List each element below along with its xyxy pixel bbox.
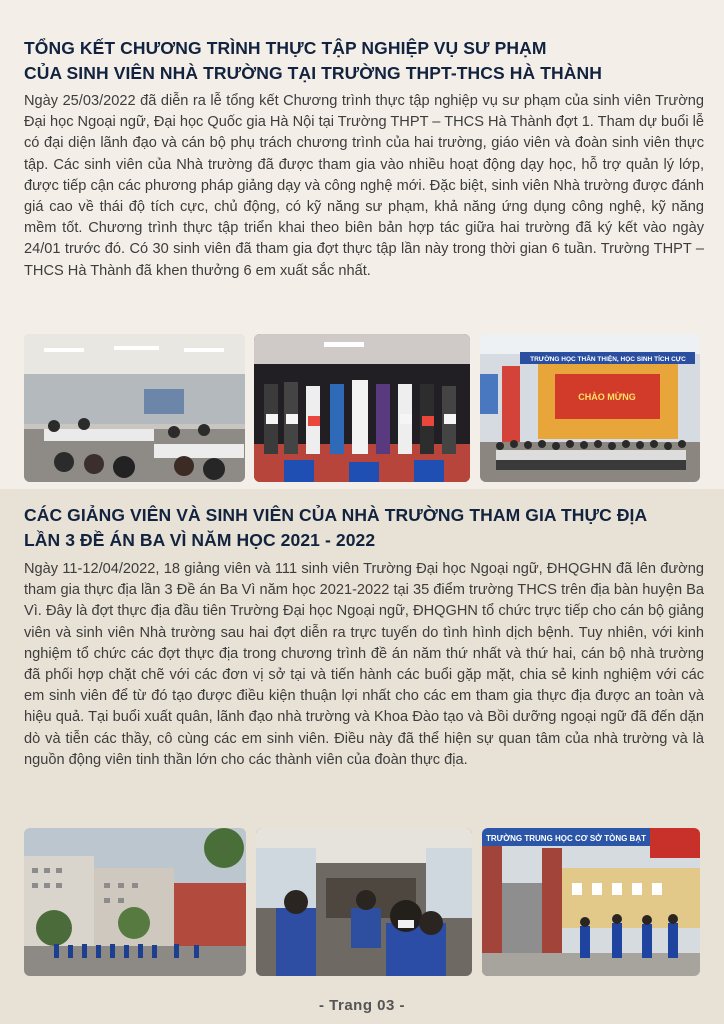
page-number: - Trang 03 - [318,997,406,1014]
article-2-title: CÁC GIẢNG VIÊN VÀ SINH VIÊN CỦA NHÀ TRƯỜNG THAM GIA THỰC ĐỊA LẦN 3 ĐỀ ÁN BA VÌ NĂM HỌC 2021 - 2022 [24,505,648,550]
article-1-title: TỔNG KẾT CHƯƠNG TRÌNH THỰC TẬP NGHIỆP VỤ SƯ PHẠM CỦA SINH VIÊN NHÀ TRƯỜNG TẠI TRƯỜNG THPT-THCS HÀ THÀNH [24,38,602,83]
photo-3-sign-text: CHÀO MỪNG [578,392,636,402]
photo-campus-departure [24,828,246,976]
photo-3-banner-text: TRƯỜNG HỌC THÂN THIỆN, HỌC SINH TÍCH CỰC [530,356,686,363]
photo-meeting-room [24,334,245,482]
photo-school-gate-group [480,334,700,482]
article-1-body: Ngày 25/03/2022 đã diễn ra lễ tổng kết Chương trình thực tập nghiệp vụ sư phạm của sinh viên Trường Đại học Ngoại ngữ, Đại học Quốc gia Hà Nội tại Trường THPT – THCS Hà Thành đợt 1. Tham dự buổi lễ có đại diện lãnh đạo và cán bộ phụ trách chương trình của hai trường, giáo viên và đoàn sinh viên thực tập. Các sinh viên của Nhà trường đã được tham gia vào nhiều hoạt động dạy học, hỗ trợ quản lý lớp, được tiếp cận các phương pháp giảng dạy và công nghệ mới. Đặc biệt, sinh viên Nhà trường được đánh giá cao về thái độ tích cực, chủ động, có kỹ năng sư phạm, khả năng ứng dụng công nghệ, kỹ năng mềm tốt. Chương trình thực tập triển khai theo biên bản hợp tác giữa hai trường đã ký kết vào ngày 24/01 trước đó. Có 30 sinh viên đã tham gia đợt thực tập lần này trong thời gian 6 tuần. Trường THPT – THCS Hà Thành đã khen thưởng 6 em xuất sắc nhất. [24,93,704,279]
photo-students-on-bus [256,828,472,976]
photo-6-sign-text: TRƯỜNG TRUNG HỌC CƠ SỞ TÒNG BẠT [486,834,646,843]
article-2-body: Ngày 11-12/04/2022, 18 giảng viên và 111 sinh viên Trường Đại học Ngoại ngữ, ĐHQGHN đã lên đường tham gia thực địa lần 3 Đề án Ba Vì năm học 2021-2022 tại 35 điểm trường THCS trên địa bàn huyện Ba Vì. Đây là đợt thực địa đầu tiên Trường Đại học Ngoại ngữ, ĐHQGHN tổ chức trực tiếp cho cán bộ giảng viên và sinh viên Nhà trường sau hai đợt diễn ra trực tuyến do tình hình dịch bệnh. Tuy nhiên, với kinh nghiệm tổ chức các đợt thực địa trong chương trình đề án năm thứ nhất và thứ hai, cán bộ nhà trường đã phối hợp chặt chẽ với các đơn vị sở tại và tiến hành các buổi gặp mặt, chia sẻ kinh nghiệm với các em sinh viên để từ đó tạo được điều kiện thuận lợi nhất cho các em tham gia thực địa được an toàn và hiệu quả. Tại buổi xuất quân, lãnh đạo nhà trường và Khoa Đào tạo và Bồi dưỡng ngoại ngữ đã đến dặn dò và tiễn các thầy, cô cùng các em sinh viên. Điều này đã thể hiện sự quan tâm của nhà trường và là nguồn động viên tinh thần lớn cho các thành viên của đoàn thực địa. [24,561,704,768]
photo-school-gate-students [482,828,700,976]
photo-award-ceremony [254,334,470,482]
